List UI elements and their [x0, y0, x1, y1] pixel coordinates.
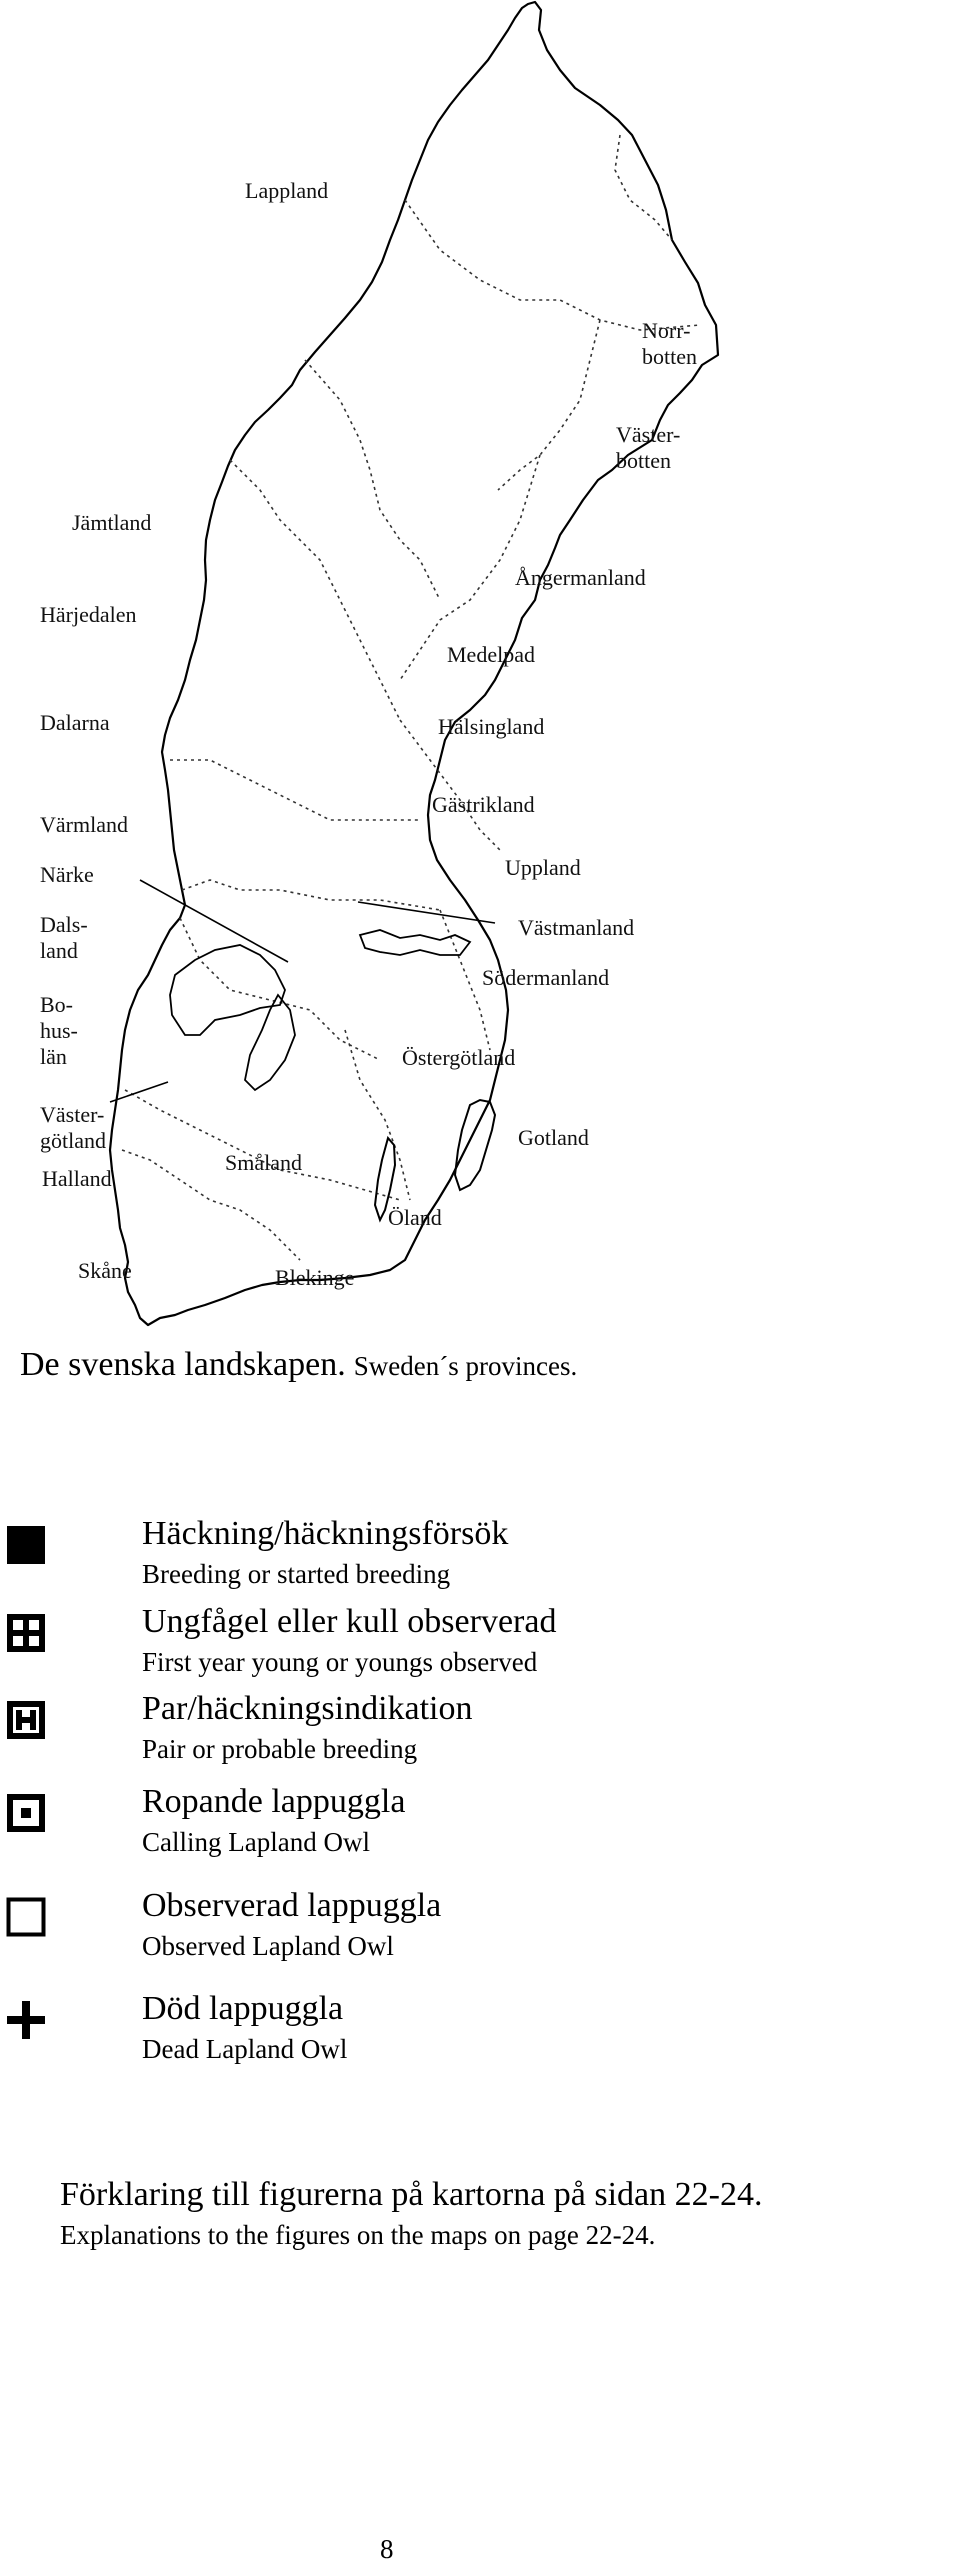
label-norrbotten: Norr- botten — [642, 318, 697, 369]
legend-label-sv: Ungfågel eller kull observerad — [142, 1603, 557, 1640]
label-dalarna: Dalarna — [40, 710, 110, 735]
legend-item-dead — [0, 1990, 960, 2090]
label-varmland: Värmland — [40, 812, 128, 837]
legend-label-sv: Par/häckningsindikation — [142, 1690, 473, 1727]
label-smaland: Småland — [225, 1150, 302, 1175]
filled-square-icon — [6, 1525, 46, 1565]
legend-item-calling — [0, 1783, 960, 1883]
province-borders — [122, 135, 700, 1260]
legend-label-sv: Ropande lappuggla — [142, 1783, 406, 1820]
cross-icon — [6, 2000, 46, 2040]
empty-square-icon — [6, 1897, 46, 1937]
label-dalsland: Dals- land — [40, 912, 88, 963]
caption-swedish: De svenska landskapen. — [20, 1346, 346, 1383]
island-gotland — [455, 1100, 495, 1190]
label-angermanland: Ångermanland — [515, 565, 646, 590]
legend-item-breeding — [0, 1515, 960, 1615]
map-caption — [20, 1346, 577, 1384]
label-bohuslan: Bo- hus- län — [40, 992, 78, 1069]
square-h-icon — [6, 1700, 46, 1740]
lake-vattern — [245, 995, 295, 1090]
label-jamtland: Jämtland — [72, 510, 152, 535]
legend-label-en: Dead Lapland Owl — [142, 2034, 348, 2064]
square-half-bar-icon — [6, 1613, 46, 1653]
explanation-swedish: Förklaring till figurerna på kartorna på sidan 22-24. — [60, 2176, 763, 2213]
legend-item-observed — [0, 1887, 960, 1987]
legend-label-sv: Observerad lappuggla — [142, 1887, 442, 1924]
label-sodermanland: Södermanland — [482, 965, 610, 990]
label-oland: Öland — [388, 1205, 442, 1230]
legend-item-pair — [0, 1690, 960, 1790]
label-ostergotland: Östergötland — [402, 1045, 516, 1070]
legend-label-sv: Häckning/häckningsförsök — [142, 1515, 509, 1552]
legend-label-en: Breeding or started breeding — [142, 1559, 451, 1589]
square-dot-icon — [6, 1793, 46, 1833]
sweden-coastline — [110, 2, 718, 1325]
label-lappland: Lappland — [245, 178, 329, 203]
label-gotland: Gotland — [518, 1125, 589, 1150]
page-number: 8 — [380, 2534, 394, 2564]
legend-label-en: Calling Lapland Owl — [142, 1827, 370, 1857]
label-uppland: Uppland — [505, 855, 581, 880]
legend-item-young — [0, 1603, 960, 1703]
label-halland: Halland — [42, 1166, 112, 1191]
legend-label-en: Observed Lapland Owl — [142, 1931, 394, 1961]
label-medelpad: Medelpad — [447, 642, 535, 667]
label-harjedalen: Härjedalen — [40, 602, 137, 627]
label-halsingland: Hälsingland — [438, 714, 545, 739]
label-vastmanland: Västmanland — [518, 915, 635, 940]
label-gastrikland: Gästrikland — [432, 792, 535, 817]
explanation-english: Explanations to the figures on the maps on page 22-24. — [60, 2220, 656, 2250]
label-vasterbotten: Väster- botten — [616, 422, 681, 473]
legend-label-en: First year young or youngs observed — [142, 1647, 538, 1677]
label-narke: Närke — [40, 862, 94, 887]
label-vastergotland: Väster- götland — [40, 1102, 106, 1153]
lake-vanern — [170, 945, 285, 1035]
legend-label-en: Pair or probable breeding — [142, 1734, 418, 1764]
legend-label-sv: Död lappuggla — [142, 1990, 344, 2027]
label-skane: Skåne — [78, 1258, 132, 1283]
label-blekinge: Blekinge — [275, 1265, 355, 1290]
caption-english: Sweden´s provinces. — [353, 1351, 578, 1381]
